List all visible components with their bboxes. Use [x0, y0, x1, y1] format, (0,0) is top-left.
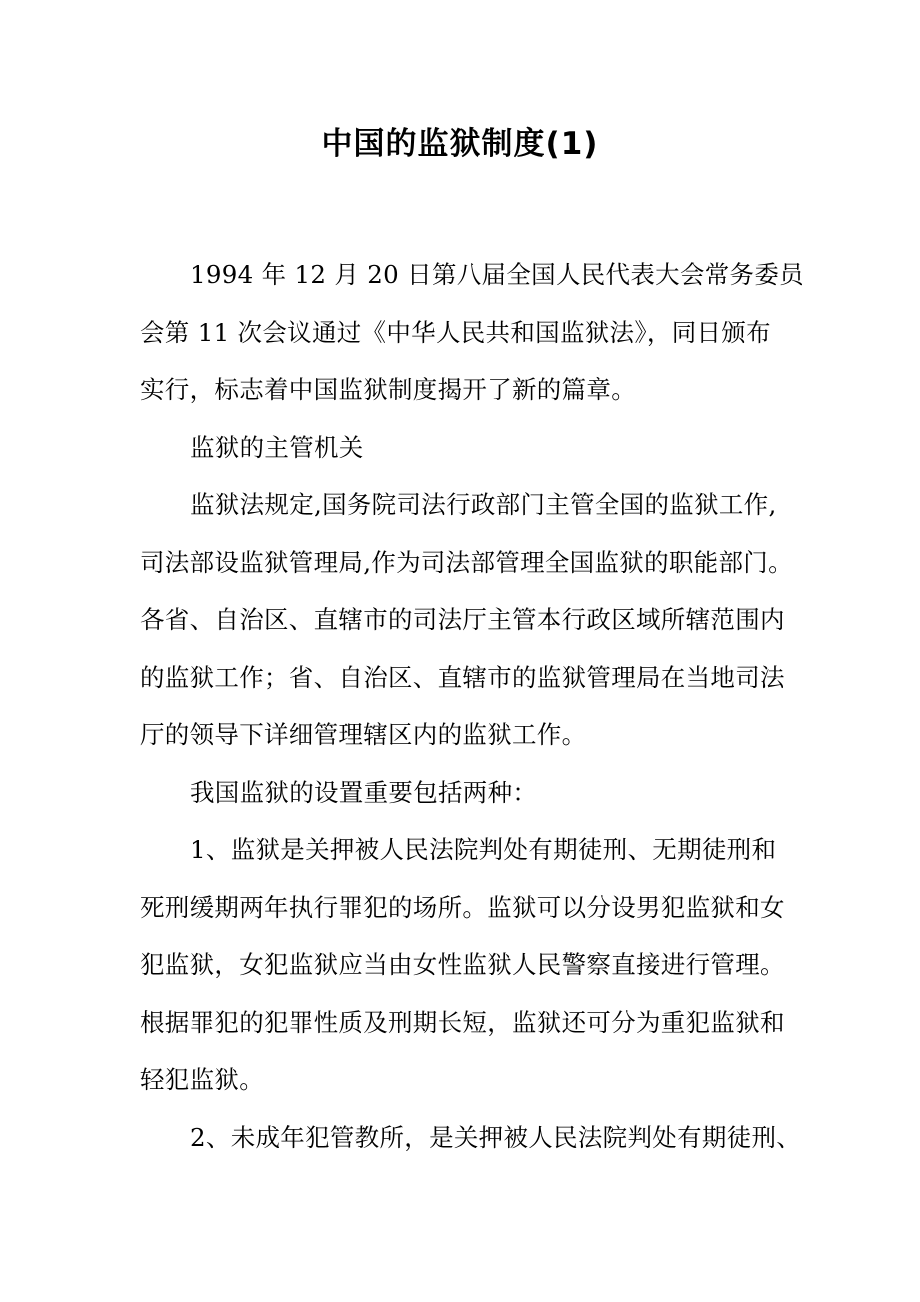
text-line: 死刑缓期两年执行罪犯的场所。监狱可以分设男犯监狱和女 — [140, 892, 785, 922]
list-item-line: 1、监狱是关押被人民法院判处有期徒刑、无期徒刑和 — [190, 835, 777, 864]
text-line: 各省、自治区、直辖市的司法厅主管本行政区域所辖范围内 — [140, 605, 785, 634]
document-body — [140, 255, 804, 1175]
text-line: 实行，标志着中国监狱制度揭开了新的篇章。 — [140, 375, 636, 404]
text-line: 监狱法规定,国务院司法行政部门主管全国的监狱工作, — [190, 490, 777, 519]
list-item-line: 2、未成年犯管教所，是关押被人民法院判处有期徒刑、 — [190, 1122, 802, 1152]
text-line: 司法部设监狱管理局,作为司法部管理全国监狱的职能部门。 — [140, 547, 793, 577]
text-line: 我国监狱的设置重要包括两种： — [190, 777, 538, 807]
text-line: 1994 年 12 月 20 日第八届全国人民代表大会常务委员 — [190, 260, 804, 289]
text-line: 的监狱工作；省、自治区、直辖市的监狱管理局在当地司法 — [140, 662, 785, 692]
text-line: 根据罪犯的犯罪性质及刑期长短，监狱还可分为重犯监狱和 — [140, 1007, 785, 1037]
text-line: 轻犯监狱。 — [140, 1065, 264, 1094]
section-heading: 监狱的主管机关 — [190, 432, 364, 462]
text-line: 犯监狱，女犯监狱应当由女性监狱人民警察直接进行管理。 — [140, 950, 785, 979]
document-title: 中国的监狱制度(1) — [321, 126, 599, 162]
text-line: 厅的领导下详细管理辖区内的监狱工作。 — [140, 720, 587, 749]
text-line: 会第 11 次会议通过《中华人民共和国监狱法》，同日颁布 — [140, 317, 771, 347]
